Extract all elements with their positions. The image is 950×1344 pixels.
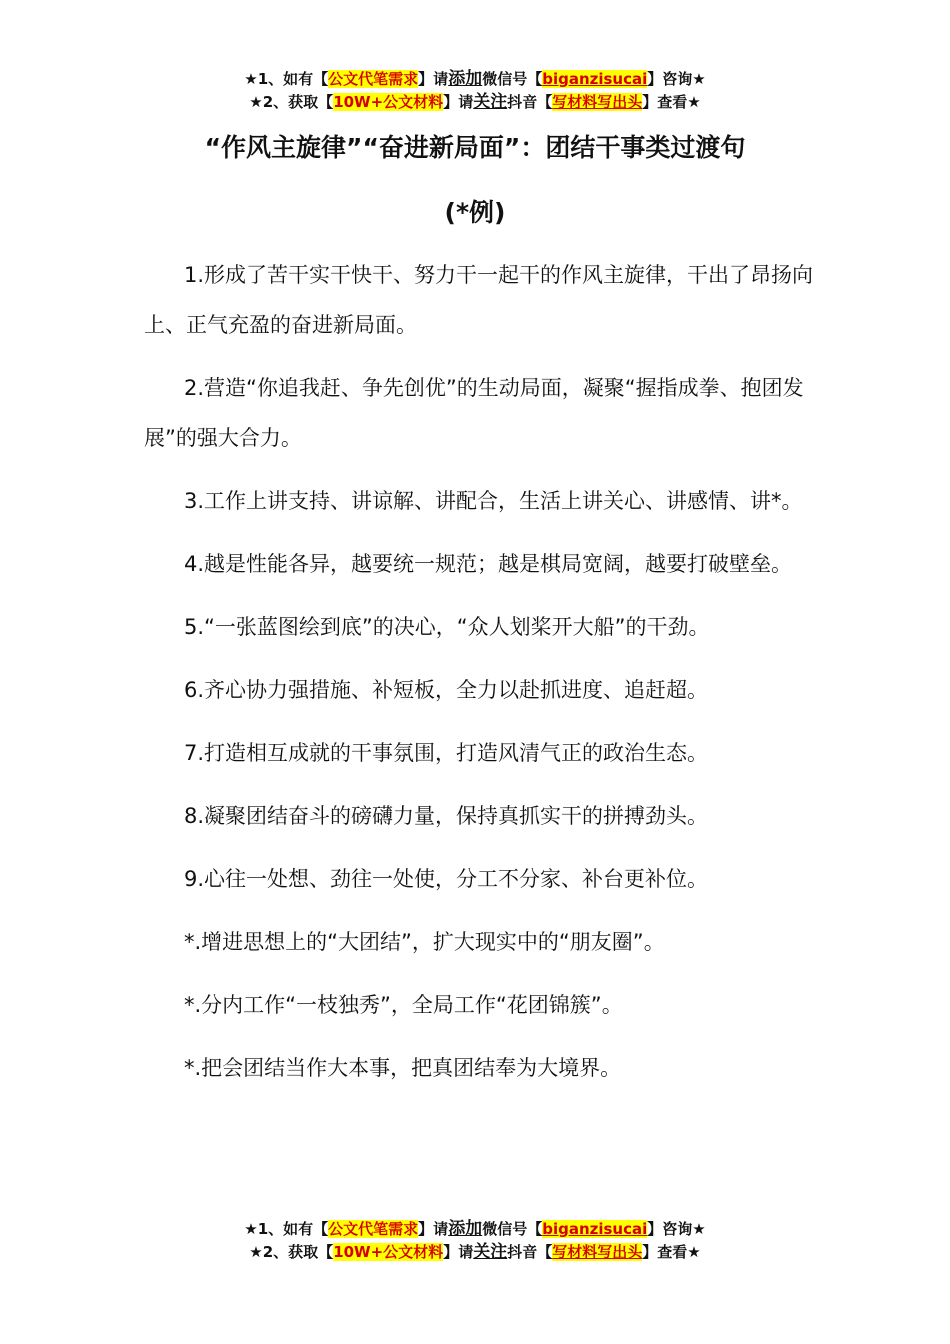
banner-emphasis: 关注 bbox=[473, 92, 508, 112]
banner-highlight: 10W+公文材料 bbox=[333, 1243, 444, 1261]
banner-highlight-wechat: biganzisucai bbox=[542, 1220, 648, 1238]
banner-emphasis: 添加 bbox=[448, 69, 483, 89]
bottom-banner bbox=[0, 1218, 950, 1264]
paragraph: 2.营造“你追我赶、争先创优”的生动局面，凝聚“握指成拳、抱团发展”的强大合力。 bbox=[144, 376, 804, 450]
paragraph: *.增进思想上的“大团结”，扩大现实中的“朋友圈”。 bbox=[184, 930, 665, 954]
banner-highlight: 公文代笔需求 bbox=[328, 1220, 419, 1238]
banner-highlight-douyin: 写材料写出头 bbox=[552, 93, 643, 111]
banner-highlight-wechat: biganzisucai bbox=[542, 70, 648, 88]
document-title: “作风主旋律”“奋进新局面”：团结干事类过渡句 bbox=[204, 133, 746, 162]
banner-emphasis: 关注 bbox=[473, 1242, 508, 1262]
document-body bbox=[144, 250, 824, 1106]
paragraph: 5.“一张蓝图绘到底”的决心，“众人划桨开大船”的干劲。 bbox=[184, 615, 710, 639]
paragraph: *.把会团结当作大本事，把真团结奉为大境界。 bbox=[184, 1056, 622, 1080]
banner-highlight-douyin: 写材料写出头 bbox=[552, 1243, 643, 1261]
banner-line-1: ★1、如有【公文代笔需求】请添加微信号【biganzisucai】咨询★ bbox=[244, 1219, 706, 1239]
paragraph: 7.打造相互成就的干事氛围，打造风清气正的政治生态。 bbox=[184, 741, 709, 765]
paragraph: 9.心往一处想、劲往一处使，分工不分家、补台更补位。 bbox=[184, 867, 709, 891]
paragraph: 8.凝聚团结奋斗的磅礴力量，保持真抓实干的拼搏劲头。 bbox=[184, 804, 709, 828]
paragraph: 1.形成了苦干实干快干、努力干一起干的作风主旋律，干出了昂扬向上、正气充盈的奋进新局面。 bbox=[144, 263, 814, 337]
top-banner bbox=[0, 68, 950, 114]
banner-line-1: ★1、如有【公文代笔需求】请添加微信号【biganzisucai】咨询★ bbox=[244, 69, 706, 89]
banner-line-2: ★2、获取【10W+公文材料】请关注抖音【写材料写出头】查看★ bbox=[249, 1242, 701, 1262]
banner-emphasis: 添加 bbox=[448, 1219, 483, 1239]
banner-highlight: 公文代笔需求 bbox=[328, 70, 419, 88]
banner-highlight: 10W+公文材料 bbox=[333, 93, 444, 111]
paragraph: 3.工作上讲支持、讲谅解、讲配合，生活上讲关心、讲感情、讲*。 bbox=[184, 489, 803, 513]
document-subtitle: (*例) bbox=[444, 198, 506, 227]
paragraph: 6.齐心协力强措施、补短板，全力以赴抓进度、追赶超。 bbox=[184, 678, 709, 702]
banner-line-2: ★2、获取【10W+公文材料】请关注抖音【写材料写出头】查看★ bbox=[249, 92, 701, 112]
paragraph: 4.越是性能各异，越要统一规范；越是棋局宽阔，越要打破壁垒。 bbox=[184, 552, 793, 576]
paragraph: *.分内工作“一枝独秀”，全局工作“花团锦簇”。 bbox=[184, 993, 623, 1017]
